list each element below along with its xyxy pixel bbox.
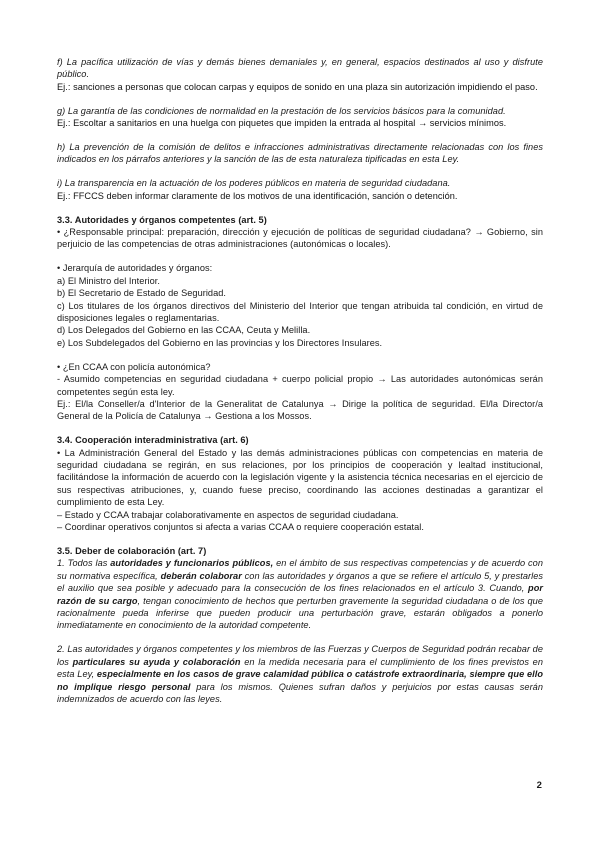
item-i-example: Ej.: FFCCS deben informar claramente de los motivos de una identificación, sanción o detención. (57, 190, 458, 201)
ccaa-text: - Asumido competencias en seguridad ciudadana + cuerpo policial propio → Las autoridades autonómicas serán competentes según esta ley. (57, 374, 543, 397)
hierarchy-item: e) Los Subdelegados del Gobierno en las provincias y los Directores Insulares. (57, 337, 383, 348)
item-i-text: i) La transparencia en la actuación de los poderes públicos en materia de seguridad ciudadana. (57, 178, 451, 189)
hierarchy-item: c) Los titulares de los órganos directivos del Ministerio del Interior que tengan atribuida tal condición, en virtud de disposiciones legales o reglamentarias. (57, 300, 543, 323)
item-f-text: f) La pacífica utilización de vías y demás bienes demaniales y, en general, espacios destinados al uso y disfrute público. (57, 57, 543, 80)
section-3-4-dash-2: – Coordinar operativos conjuntos si afecta a varias CCAA o requiere cooperación estatal. (57, 522, 424, 533)
section-3-5-paragraph-1: 1. Todos las autoridades y funcionarios públicos, en el ámbito de sus respectivas competencias y de acuerdo con su normativa específica, deberán colaborar con las autoridades y órganos a que se refiere el artículo 5, y prestarles el auxilio que sea posible y adecuado para la consecución de los fines relacionados en el artículo 3. Cuando, por razón de su cargo, tengan conocimiento de hechos que perturben gravemente la seguridad ciudadana o de los que racionalmente pueda inferirse que pueden producir una perturbación grave, estarán obligados a ponerlo inmediatamente en conocimiento de la autoridad competente. (57, 558, 543, 631)
ccaa-title: • ¿En CCAA con policía autonómica? (57, 361, 211, 372)
item-h-text: h) La prevención de la comisión de delitos e infracciones administrativas directamente relacionadas con los fines indicados en los párrafos anteriores y la sanción de las de esta naturaleza tipificadas en esta Ley. (57, 142, 543, 165)
section-3-5-paragraph-2: 2. Las autoridades y órganos competentes y los miembros de las Fuerzas y Cuerpos de Seguridad podrán recabar de los particulares su ayuda y colaboración en la medida necesaria para el cumplimiento de los fines previstos en esta Ley, especialmente en los casos de grave calamidad pública o catástrofe extraordinaria, siempre que ello no implique riesgo personal para los mismos. Quienes sufran daños y perjuicios por estas causas serán indemnizados de acuerdo con las leyes. (57, 644, 543, 704)
section-3-4-heading: 3.4. Cooperación interadministrativa (art. 6) (57, 435, 249, 446)
emphasis: autoridades y funcionarios públicos, (110, 558, 274, 569)
section-3-3-question: • ¿Responsable principal: preparación, dirección y ejecución de políticas de seguridad ciudadana? → Gobierno, sin perjuicio de las competencias de otras administraciones (autonómicas o locales). (57, 227, 543, 250)
ccaa-block (57, 361, 543, 423)
section-3-3-heading: 3.3. Autoridades y órganos competentes (art. 5) (57, 214, 267, 225)
hierarchy-item: d) Los Delegados del Gobierno en las CCAA, Ceuta y Melilla. (57, 325, 311, 336)
section-3-5-paragraph-2-block (57, 643, 543, 705)
section-3-4-text: • La Administración General del Estado y las demás administraciones públicas con competencias en materia de seguridad ciudadana se regirán, en sus relaciones, por los principios de cooperación y lealtad institucional, facilitándose la información de acuerdo con la legislación vigente y la asistencia técnica necesarias en el ejercicio de sus respectivas atribuciones, y, cuando fuese preciso, coordinando las acciones destinadas a garantizar el cumplimiento de esta Ley. (57, 447, 543, 508)
item-g-text: g) La garantía de las condiciones de normalidad en la prestación de los servicios básicos para la comunidad. (57, 105, 506, 116)
hierarchy-item: b) El Secretario de Estado de Seguridad. (57, 288, 227, 299)
item-i (57, 177, 543, 202)
section-3-3 (57, 214, 543, 251)
emphasis: especialmente en los casos de grave calamidad pública o catástrofe extraordinaria, siempre que ello no implique riesgo personal (57, 669, 543, 692)
item-f (57, 56, 543, 93)
item-g-example: Ej.: Escoltar a sanitarios en una huelga con piquetes que impiden la entrada al hospital → servicios mínimos. (57, 118, 507, 129)
emphasis: deberán colaborar (160, 570, 242, 581)
hierarchy-block (57, 262, 543, 349)
item-g (57, 105, 543, 130)
item-h (57, 141, 543, 166)
section-3-5 (57, 545, 543, 632)
section-3-5-heading: 3.5. Deber de colaboración (art. 7) (57, 546, 207, 556)
page-content (57, 56, 543, 717)
section-3-4-dash-1: – Estado y CCAA trabajar colaborativamente en aspectos de seguridad ciudadana. (57, 509, 399, 520)
hierarchy-item: a) El Ministro del Interior. (57, 275, 161, 286)
section-3-4 (57, 434, 543, 533)
emphasis: por razón de su cargo (57, 583, 543, 606)
emphasis: particulares su ayuda y colaboración (72, 656, 241, 667)
page-number: 2 (536, 780, 542, 791)
item-f-example: Ej.: sanciones a personas que colocan carpas y equipos de sonido en una plaza sin autorización impidiendo el paso. (57, 81, 538, 92)
ccaa-example: Ej.: El/la Conseller/a d'Interior de la Generalitat de Catalunya → Dirige la política de seguridad. El/la Director/a General de la Policía de Catalunya → Gestiona a los Mossos. (57, 398, 543, 422)
hierarchy-title: • Jerarquía de autoridades y órganos: (57, 263, 213, 274)
